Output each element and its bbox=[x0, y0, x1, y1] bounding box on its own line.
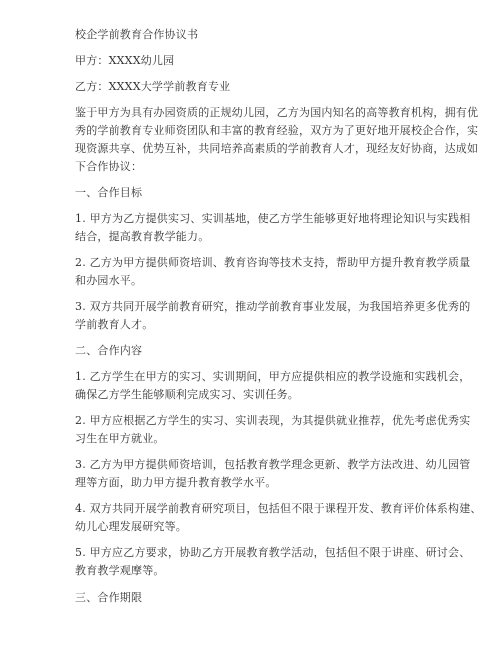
clause-line: 学前教育人才。 bbox=[75, 318, 154, 331]
document-title: 校企学前教育合作协议书 bbox=[75, 28, 199, 41]
clause-line: 教育教学观摩等。 bbox=[75, 564, 165, 577]
clause-line: 2. 甲方应根据乙方学生的实习、实训表现，为其提供就业推荐，优先考虑优秀实 bbox=[75, 414, 471, 427]
intro-line: 秀的学前教育专业师资团队和丰富的教育经验，双方为了更好地开展校企合作，实 bbox=[75, 124, 479, 137]
clause-line: 5. 甲方应乙方要求，协助乙方开展教育教学活动，包括但不限于讲座、研讨会、 bbox=[75, 546, 471, 559]
intro-line: 现资源共享、优势互补，共同培养高素质的学前教育人才，现经友好协商，达成如 bbox=[75, 142, 479, 155]
clause-line: 理等方面，助力甲方提升教育教学水平。 bbox=[75, 476, 277, 489]
clause-line: 1. 乙方学生在甲方的实习、实训期间，甲方应提供相应的教学设施和实践机会， bbox=[75, 370, 471, 383]
party-b: 乙方：XXXX大学学前教育专业 bbox=[75, 80, 231, 93]
clause-line: 结合，提高教育教学能力。 bbox=[75, 230, 210, 243]
clause-line: 3. 双方共同开展学前教育研究，推动学前教育事业发展，为我国培养更多优秀的 bbox=[75, 300, 471, 313]
section-heading: 三、合作期限 bbox=[75, 591, 143, 604]
clause-line: 2. 乙方为甲方提供师资培训、教育咨询等技术支持，帮助甲方提升教育教学质量 bbox=[75, 256, 471, 269]
clause-line: 3. 乙方为甲方提供师资培训，包括教育教学理念更新、教学方法改进、幼儿园管 bbox=[75, 458, 471, 471]
section-heading: 二、合作内容 bbox=[75, 344, 143, 357]
clause-line: 1. 甲方为乙方提供实习、实训基地，使乙方学生能够更好地将理论知识与实践相 bbox=[75, 212, 471, 225]
clause-line: 幼儿心理发展研究等。 bbox=[75, 520, 187, 533]
intro-line: 鉴于甲方为具有办园资质的正规幼儿园，乙方为国内知名的高等教育机构，拥有优 bbox=[75, 106, 479, 119]
clause-line: 和办园水平。 bbox=[75, 274, 143, 287]
intro-line: 下合作协议： bbox=[75, 160, 143, 173]
clause-line: 4. 双方共同开展学前教育研究项目，包括但不限于课程开发、教育评价体系构建、 bbox=[75, 502, 482, 515]
party-a: 甲方：XXXX幼儿园 bbox=[75, 54, 175, 67]
clause-line: 习生在甲方就业。 bbox=[75, 432, 165, 445]
clause-line: 确保乙方学生能够顺利完成实习、实训任务。 bbox=[75, 388, 299, 401]
section-heading: 一、合作目标 bbox=[75, 186, 143, 199]
